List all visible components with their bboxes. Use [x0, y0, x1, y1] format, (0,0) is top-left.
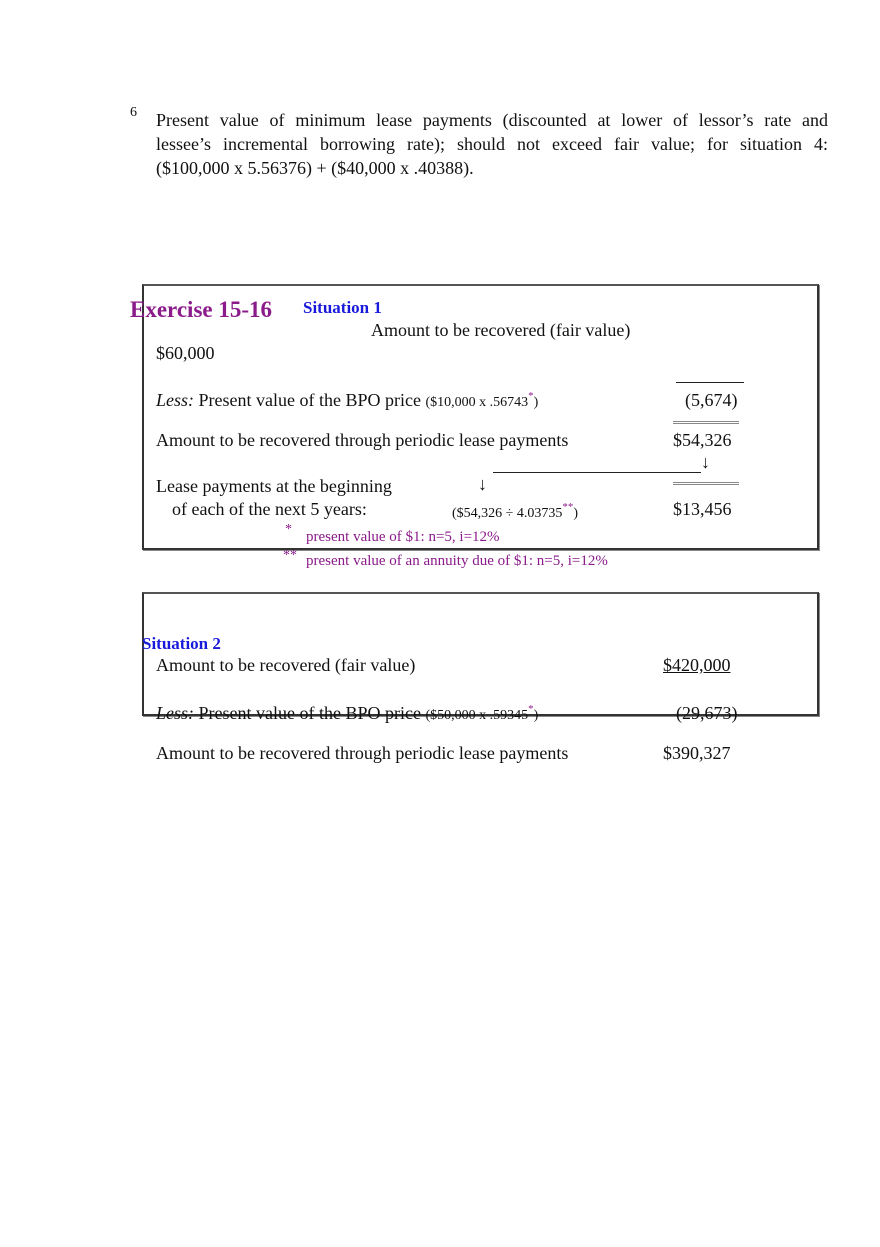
bpo-calc: ($10,000 x .56743	[425, 395, 529, 410]
double-rule	[673, 482, 739, 485]
s1-recover-label: Amount to be recovered through periodic lease payments	[156, 430, 569, 450]
situation2-heading: Situation 2	[142, 634, 221, 653]
s1-lease-value: $13,456	[673, 499, 732, 519]
footnote-line: lessee’s incremental borrowing rate); should not exceed fair value; for situation 4:	[156, 134, 828, 154]
paren: )	[573, 506, 579, 521]
s1-fair-value-label: Amount to be recovered (fair value)	[371, 320, 631, 340]
s1-bpo-value: (5,674)	[685, 390, 738, 410]
s1-fair-value: $60,000	[156, 343, 215, 363]
footnote-line: ($100,000 x 5.56376) + ($40,000 x .40388).	[156, 158, 474, 178]
double-rule	[673, 421, 739, 424]
lease-calc: ($54,326 ÷ 4.03735	[452, 506, 563, 521]
arrow-down-icon: ↓	[478, 474, 487, 494]
s2-fair-value: $420,000	[663, 655, 731, 675]
note2: present value of an annuity due of $1: n=5, i=12%	[306, 553, 608, 569]
s2-recover-value: $390,327	[663, 743, 731, 763]
paren: )	[533, 395, 539, 410]
s2-bpo-value: (29,673)	[676, 703, 738, 723]
situation1-heading: Situation 1	[303, 298, 382, 317]
bpo-calc: ($50,000 x .59345	[425, 708, 529, 723]
footnote-star: **	[562, 501, 574, 513]
arrow-down-icon: ↓	[701, 452, 710, 472]
exercise-title: Exercise 15-16	[130, 297, 273, 322]
s1-lease-label-2: of each of the next 5 years:	[172, 499, 367, 519]
less-label: Less:	[156, 390, 195, 410]
situation2-box	[142, 592, 819, 716]
footnote-star: *	[528, 390, 534, 402]
rule	[676, 382, 744, 383]
bpo-label: Present value of the BPO price	[198, 390, 421, 410]
footnote-star: *	[528, 703, 534, 715]
rule	[493, 472, 701, 473]
less-label: Less:	[156, 703, 195, 723]
s1-recover-value: $54,326	[673, 430, 732, 450]
bpo-label: Present value of the BPO price	[198, 703, 421, 723]
footnote-text	[156, 108, 828, 180]
s1-lease-label: Lease payments at the beginning	[156, 476, 392, 496]
paren: )	[533, 708, 539, 723]
s1-bpo-row	[156, 390, 538, 411]
s2-fair-value-label: Amount to be recovered (fair value)	[156, 655, 416, 675]
s2-recover-label: Amount to be recovered through periodic lease payments	[156, 743, 569, 763]
footnote-marker: 6	[130, 105, 137, 120]
note2-marker: **	[283, 548, 297, 563]
s2-bpo-row	[156, 703, 538, 724]
s1-lease-calc	[452, 501, 578, 522]
note1: present value of $1: n=5, i=12%	[306, 529, 500, 545]
footnote-line: Present value of minimum lease payments (discounted at lower of lessor’s rate and	[156, 110, 828, 130]
note1-marker: *	[285, 522, 292, 537]
